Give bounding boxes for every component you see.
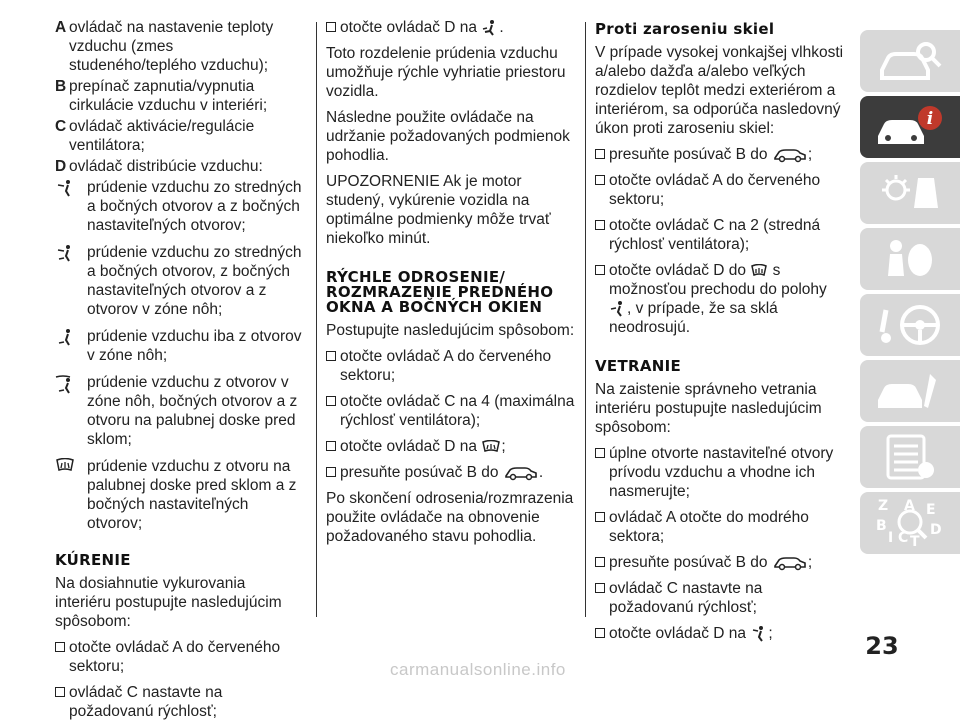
recirculation-off-icon: [772, 147, 808, 163]
step-text: otočte ovládač A do červeného sektoru;: [69, 639, 281, 675]
checkbox-icon: [326, 351, 336, 361]
step-text: ovládač C nastavte na požadovanú rýchlosť;: [69, 684, 223, 720]
recirculation-off-icon: [772, 555, 808, 571]
car-search-icon: [874, 38, 944, 89]
air-distribution-text: prúdenie vzduchu zo stredných a bočných otvorov a z bočných nastaviteľných otvorov;: [87, 179, 302, 234]
definition-item: [55, 157, 305, 176]
column-divider: [585, 22, 586, 617]
heading-kurenie: KÚRENIE: [55, 551, 131, 569]
recirculation-off-icon: [503, 465, 539, 481]
face-feet-vent-icon: [481, 19, 499, 37]
feet-windscreen-vent-icon: [609, 300, 627, 318]
svg-text:C: C: [898, 530, 909, 546]
svg-text:Z: Z: [878, 498, 889, 514]
car-wrench-icon: [874, 368, 944, 419]
sidebar-tab[interactable]: [860, 228, 960, 290]
sidebar-tab[interactable]: [860, 162, 960, 224]
step-item: otočte ovládač C na 2 (stredná rýchlosť ventilátora);: [595, 216, 845, 254]
control-definitions: [55, 18, 305, 176]
svg-text:I: I: [888, 530, 894, 546]
face-vent-icon: [750, 625, 768, 643]
paragraph: Následne použite ovládače na udržanie požadovaných podmienok pohodlia.: [326, 109, 570, 164]
windscreen-vent-icon: [481, 440, 501, 454]
svg-text:i: i: [926, 109, 934, 129]
step-item: otočte ovládač A do červeného sektoru;: [326, 347, 576, 385]
face-feet-vent-icon: [55, 244, 75, 269]
sidebar-tab[interactable]: [860, 96, 960, 158]
definition-text: ovládač na nastavenie teploty vzduchu (zmes studeného/teplého vzduchu);: [69, 19, 274, 74]
step-item: [55, 683, 305, 721]
airbag-icon: [874, 236, 944, 287]
sidebar-tab[interactable]: [860, 360, 960, 422]
sidebar-tab[interactable]: [860, 30, 960, 92]
column-divider: [316, 22, 317, 617]
svg-text:T: T: [910, 534, 920, 550]
svg-text:D: D: [930, 522, 942, 538]
heading-vetranie: VETRANIE: [595, 357, 682, 375]
sidebar-tab[interactable]: [860, 492, 960, 554]
column-3: [595, 18, 845, 650]
feet-windscreen-vent-icon: [55, 374, 75, 399]
checkbox-icon: [595, 557, 605, 567]
data-list-icon: [874, 434, 944, 485]
step-item: otočte ovládač C na 4 (maximálna rýchlosť ventilátora);: [326, 392, 576, 430]
step-item: presuňte posúvač B do ;: [595, 553, 845, 572]
checkbox-icon: [595, 220, 605, 230]
air-distribution-item: [55, 457, 305, 533]
definition-text: ovládač aktivácie/regulácie ventilátora;: [69, 118, 255, 154]
air-distribution-list: [55, 178, 305, 533]
definition-key: A: [55, 19, 67, 36]
sidebar-tab[interactable]: [860, 294, 960, 356]
step-item: presuňte posúvač B do ;: [595, 145, 845, 164]
air-distribution-item: [55, 178, 305, 235]
definition-item: [55, 117, 305, 155]
air-distribution-text: prúdenie vzduchu z otvorov v zóne nôh, bočných otvorov a z otvoru na palubnej doske pred sklom;: [87, 374, 298, 448]
step-item: otočte ovládač D na ;: [595, 624, 845, 643]
step-item: úplne otvorte nastaviteľné otvory prívodu vzduchu a vhodne ich nasmerujte;: [595, 444, 845, 501]
svg-text:E: E: [926, 502, 936, 518]
watermark: carmanualsonline.info: [390, 660, 566, 679]
step-item: otočte ovládač D na .: [326, 18, 576, 37]
svg-text:B: B: [876, 518, 887, 534]
checkbox-icon: [595, 448, 605, 458]
page-number: 23: [865, 632, 899, 660]
checkbox-icon: [55, 687, 65, 697]
definition-key: D: [55, 158, 67, 175]
air-distribution-text: prúdenie vzduchu iba z otvorov v zóne nôh;: [87, 328, 302, 364]
step-item: [55, 638, 305, 676]
definition-key: C: [55, 118, 67, 135]
definition-item: [55, 18, 305, 75]
face-vent-icon: [55, 179, 75, 204]
step-item: ovládač C nastavte na požadovanú rýchlosť;: [595, 579, 845, 617]
warning-paragraph: UPOZORNENIE Ak je motor studený, vykúrenie vozidla na optimálne podmienky môže trvať niekoľko minút.: [326, 173, 551, 247]
kurenie-intro: Na dosiahnutie vykurovania interiéru postupujte nasledujúcim spôsobom:: [55, 575, 282, 630]
sidebar-tab[interactable]: [860, 426, 960, 488]
warning-lights-icon: [874, 170, 944, 221]
paragraph: Po skončení odrosenia/rozmrazenia použite ovládače na obnovenie požadovaného stavu pohodlia.: [326, 490, 574, 545]
step-item: ovládač A otočte do modrého sektora;: [595, 508, 845, 546]
index-letters-icon: [874, 496, 944, 555]
definition-text: ovládač distribúcie vzduchu:: [69, 158, 263, 175]
paragraph: Toto rozdelenie prúdenia vzduchu umožňuje rýchle vyhriatie priestoru vozidla.: [326, 45, 566, 100]
chapter-tabs: [860, 0, 960, 686]
windscreen-vent-icon: [750, 264, 768, 278]
air-distribution-item: [55, 327, 305, 365]
checkbox-icon: [55, 642, 65, 652]
column-2: [326, 18, 576, 553]
definition-key: B: [55, 78, 67, 95]
air-distribution-text: prúdenie vzduchu zo stredných a bočných otvorov, z bočných nastaviteľných otvorov a z otvorov v zóne nôh;: [87, 244, 302, 318]
checkbox-icon: [326, 467, 336, 477]
checkbox-icon: [595, 175, 605, 185]
step-item: otočte ovládač A do červeného sektoru;: [595, 171, 845, 209]
step-item: otočte ovládač D do s možnosťou prechodu do polohy , v prípade, že sa sklá neodrosujú.: [595, 261, 845, 337]
checkbox-icon: [595, 583, 605, 593]
step-item: otočte ovládač D na ;: [326, 437, 576, 456]
heading-anti-fog: Proti zaroseniu skiel: [595, 20, 775, 38]
step-item: presuňte posúvač B do .: [326, 463, 576, 482]
paragraph: Na zaistenie správneho vetrania interiéru postupujte nasledujúcim spôsobom:: [595, 381, 822, 436]
air-distribution-item: [55, 243, 305, 319]
car-info-icon: [874, 104, 944, 155]
steering-wheel-icon: [874, 302, 944, 353]
checkbox-icon: [595, 628, 605, 638]
kurenie-steps: [55, 638, 305, 721]
paragraph: V prípade vysokej vonkajšej vlhkosti a/alebo dažďa a/alebo veľkých rozdielov teplôt medzi exteriérom a interiérom, sa odporúča nasledovný úkon proti zaroseniu skiel:: [595, 44, 844, 137]
checkbox-icon: [595, 265, 605, 275]
checkbox-icon: [326, 396, 336, 406]
definition-item: [55, 77, 305, 115]
windscreen-vent-icon: [55, 458, 75, 479]
svg-text:A: A: [904, 498, 915, 514]
definition-text: prepínač zapnutia/vypnutia cirkulácie vzduchu v interiéri;: [69, 78, 268, 114]
air-distribution-item: [55, 373, 305, 449]
checkbox-icon: [595, 512, 605, 522]
checkbox-icon: [326, 22, 336, 32]
defrost-intro: Postupujte nasledujúcim spôsobom:: [326, 322, 575, 339]
air-distribution-text: prúdenie vzduchu z otvoru na palubnej doske pred sklom a z bočných nastaviteľných otvorov;: [87, 458, 297, 532]
column-1: [55, 18, 305, 728]
checkbox-icon: [595, 149, 605, 159]
checkbox-icon: [326, 441, 336, 451]
heading-defrost: RÝCHLE ODROSENIE/ ROZMRAZENIE PREDNÉHO OKNA A BOČNÝCH OKIEN: [326, 268, 554, 316]
feet-vent-icon: [55, 328, 75, 353]
